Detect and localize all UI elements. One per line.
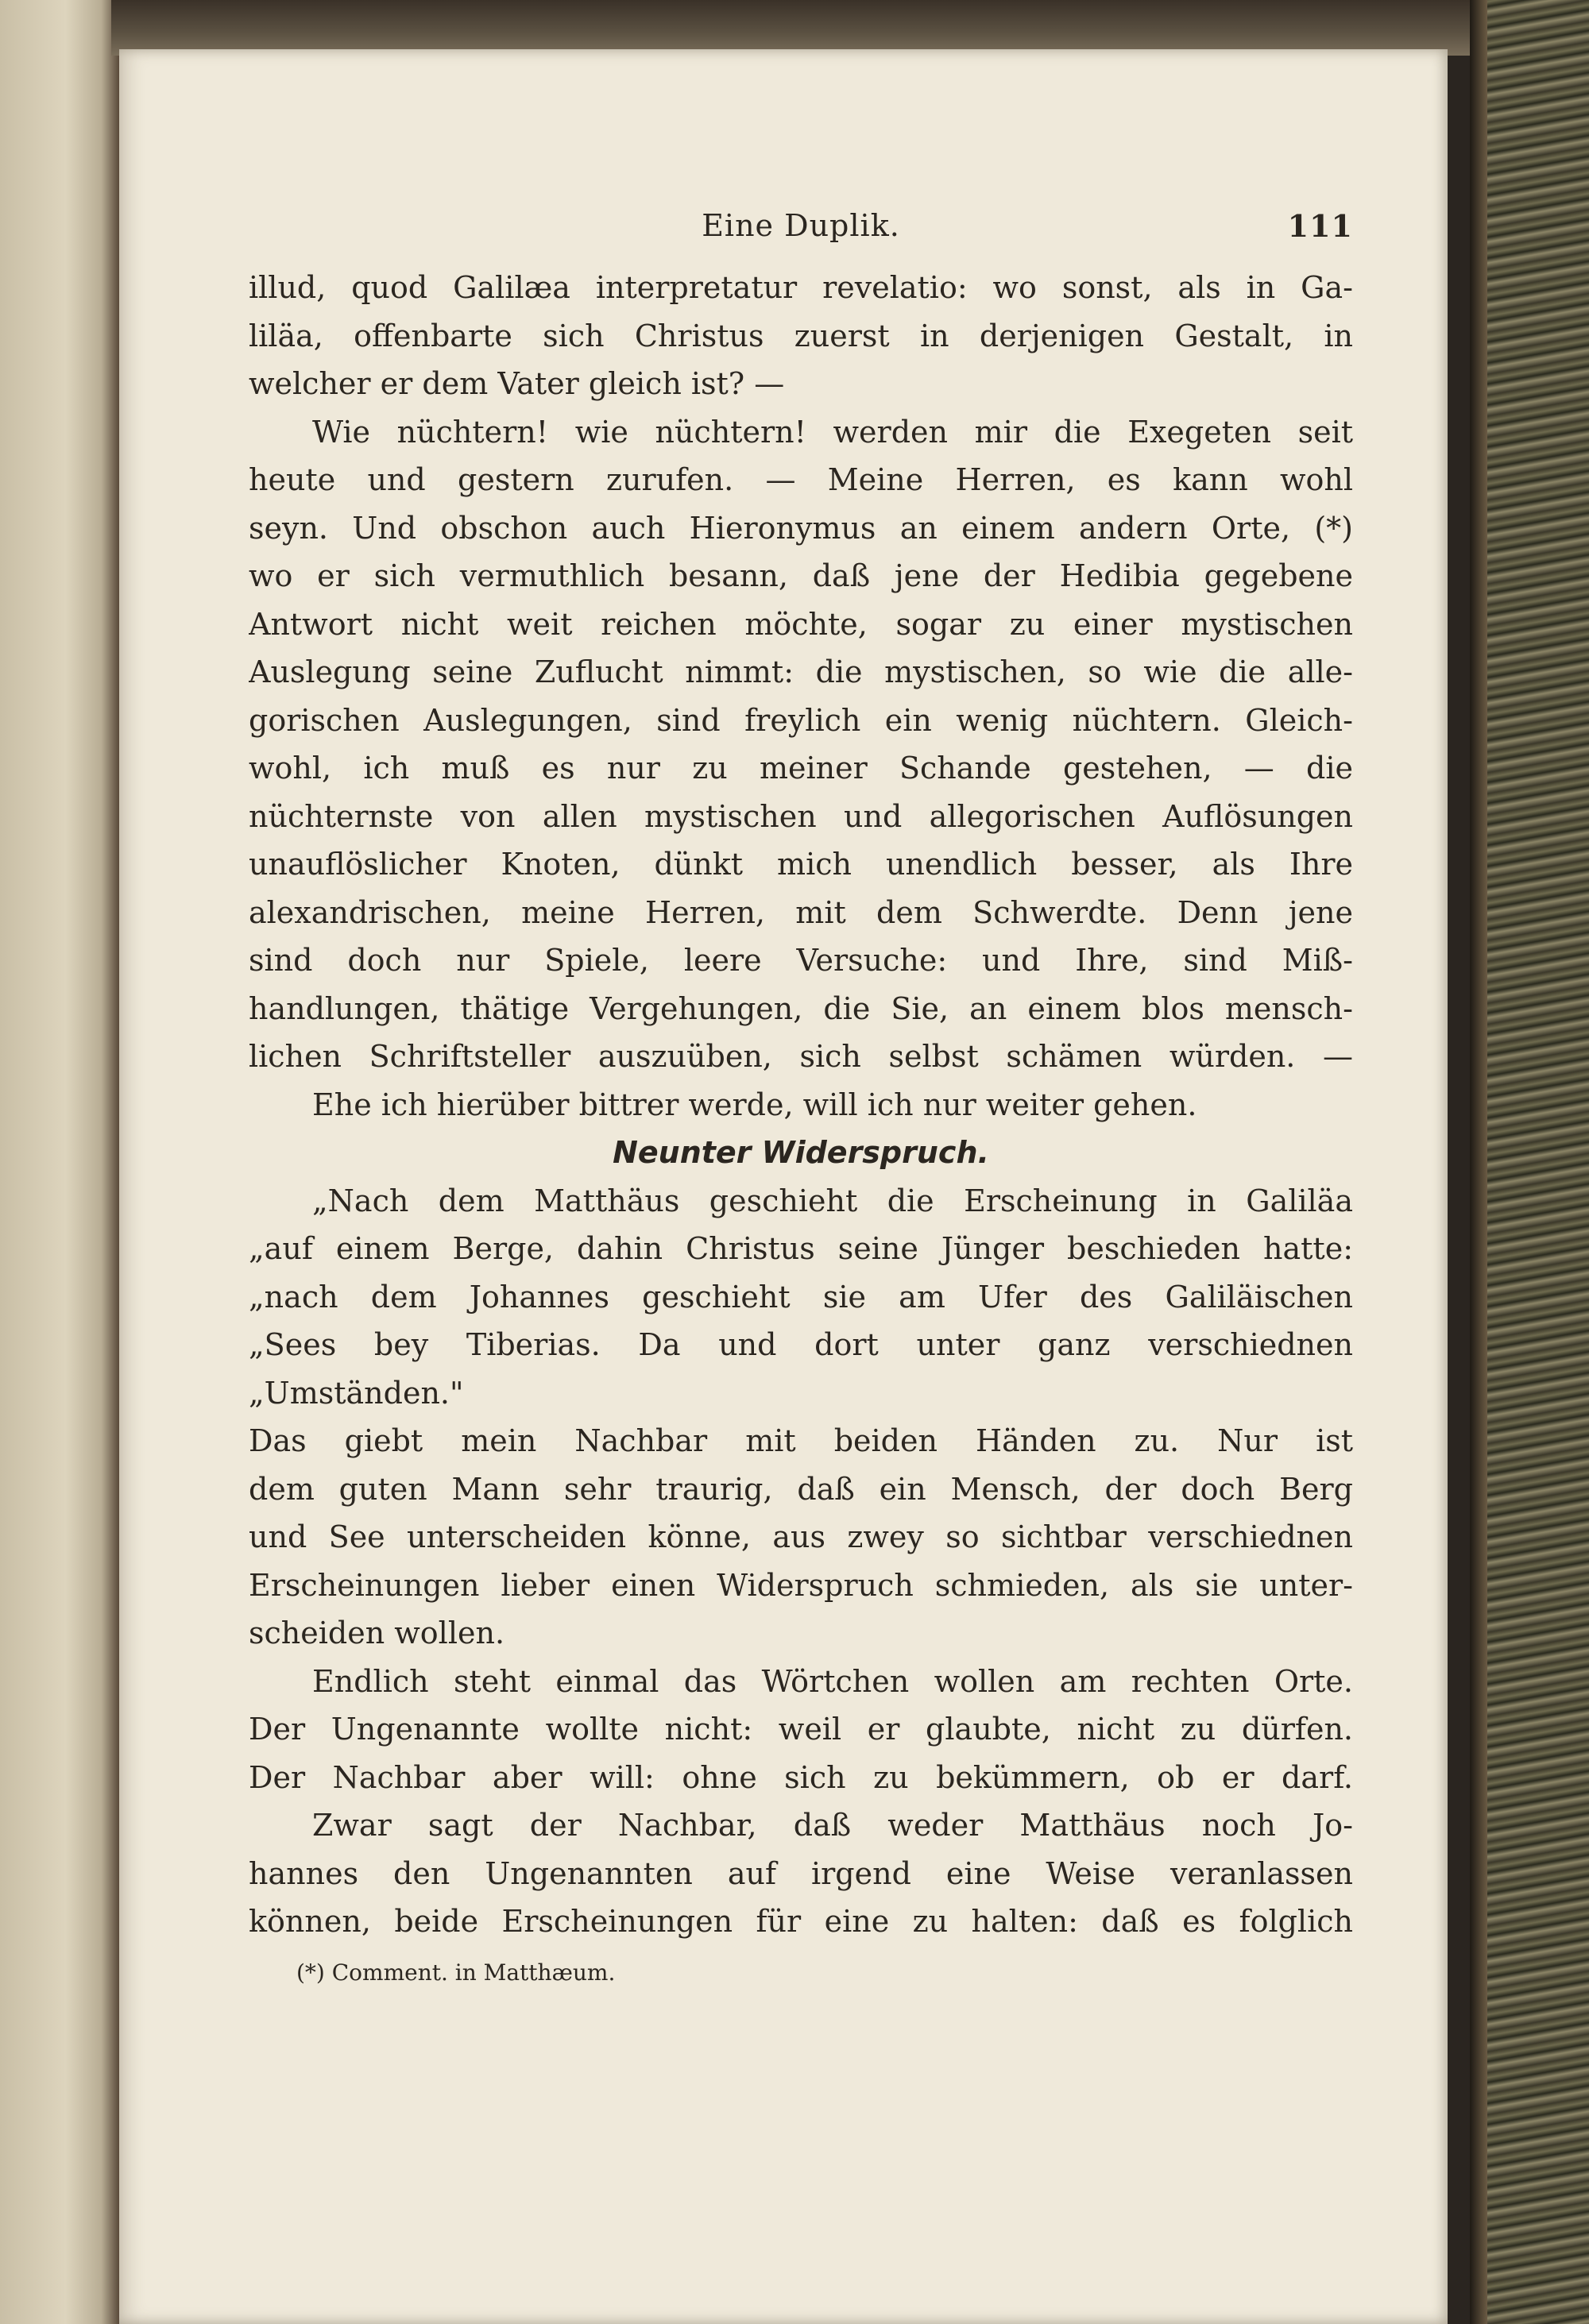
text-line: illud, quod Galilæa interpretatur revelatio: wo sonst, als in Ga-	[249, 270, 1353, 305]
text-line: sind doch nur Spiele, leere Versuche: und Ihre, sind Miß-	[249, 943, 1353, 978]
text-line: hannes den Ungenannten auf irgend eine Weise veranlassen	[249, 1855, 1353, 1891]
text-line: Zwar sagt der Nachbar, daß weder Matthäus noch Jo-	[312, 1808, 1353, 1843]
text-line: gorischen Auslegungen, sind freylich ein wenig nüchtern. Gleich-	[249, 702, 1353, 738]
text-line: Wie nüchtern! wie nüchtern! werden mir die Exegeten seit	[312, 414, 1353, 450]
quote-line: „Nach dem Matthäus geschieht die Erscheinung in Galiläa	[312, 1183, 1353, 1218]
text-line: scheiden wollen.	[249, 1616, 505, 1650]
text-line: Der Ungenannte wollte nicht: weil er glaubte, nicht zu dürfen.	[249, 1712, 1353, 1747]
quote-line: „Umständen."	[249, 1375, 464, 1411]
text-line: Ehe ich hierüber bittrer werde, will ich nur weiter gehen.	[312, 1087, 1197, 1122]
text-line: Erscheinungen lieber einen Widerspruch schmieden, als sie unter-	[249, 1567, 1353, 1603]
text-line: liläa, offenbarte sich Christus zuerst in derjenigen Gestalt, in	[249, 318, 1353, 353]
running-title: Eine Duplik.	[702, 208, 900, 243]
text-line: wo er sich vermuthlich besann, daß jene der Hedibia gegebene	[249, 558, 1353, 593]
marbled-cover	[1470, 0, 1589, 2324]
text-line: unauflöslicher Knoten, dünkt mich unendlich besser, als Ihre	[249, 847, 1353, 882]
page-number: 111	[1287, 208, 1353, 244]
book-top-edge	[111, 0, 1589, 56]
running-head	[249, 208, 1353, 264]
text-line: Antwort nicht weit reichen möchte, sogar zu einer mystischen	[249, 606, 1353, 642]
book-page	[119, 49, 1448, 2324]
text-line: Das giebt mein Nachbar mit beiden Händen zu. Nur ist	[249, 1423, 1353, 1458]
text-line: welcher er dem Vater gleich ist? —	[249, 366, 785, 401]
text-line: und See unterscheiden könne, aus zwey so sichtbar verschiednen	[249, 1519, 1353, 1554]
text-line: Endlich steht einmal das Wörtchen wollen am rechten Orte.	[312, 1663, 1353, 1699]
text-line: alexandrischen, meine Herren, mit dem Schwerdte. Denn jene	[249, 894, 1353, 930]
page-content	[249, 208, 1353, 1989]
text-line: handlungen, thätige Vergehungen, die Sie, an einem blos mensch-	[249, 990, 1353, 1026]
quote-line: „auf einem Berge, dahin Christus seine Jünger beschieden hatte:	[249, 1231, 1353, 1266]
text-line: Der Nachbar aber will: ohne sich zu bekümmern, ob er darf.	[249, 1759, 1353, 1795]
text-line: dem guten Mann sehr traurig, daß ein Mensch, der doch Berg	[249, 1471, 1353, 1507]
text-line: wohl, ich muß es nur zu meiner Schande gestehen, — die	[249, 751, 1353, 786]
quote-line: „nach dem Johannes geschieht sie am Ufer des Galiläischen	[249, 1279, 1353, 1314]
text-line: Auslegung seine Zuflucht nimmt: die mystischen, so wie die alle-	[249, 654, 1353, 689]
book-left-page-edge	[0, 0, 119, 2324]
body-text	[249, 264, 1353, 1946]
text-line: nüchternste von allen mystischen und allegorischen Auflösungen	[249, 798, 1353, 834]
text-line: lichen Schriftsteller auszuüben, sich selbst schämen würden. —	[249, 1039, 1353, 1074]
quote-line: „Sees bey Tiberias. Da und dort unter ganz verschiednen	[249, 1327, 1353, 1362]
footnote: (*) Comment. in Matthæum.	[296, 1959, 616, 1986]
section-heading: Neunter Widerspruch.	[613, 1135, 989, 1170]
text-line: können, beide Erscheinungen für eine zu halten: daß es folglich	[249, 1904, 1353, 1939]
text-line: heute und gestern zurufen. — Meine Herren, es kann wohl	[249, 462, 1353, 497]
text-line: seyn. Und obschon auch Hieronymus an einem andern Orte, (*)	[249, 510, 1353, 546]
